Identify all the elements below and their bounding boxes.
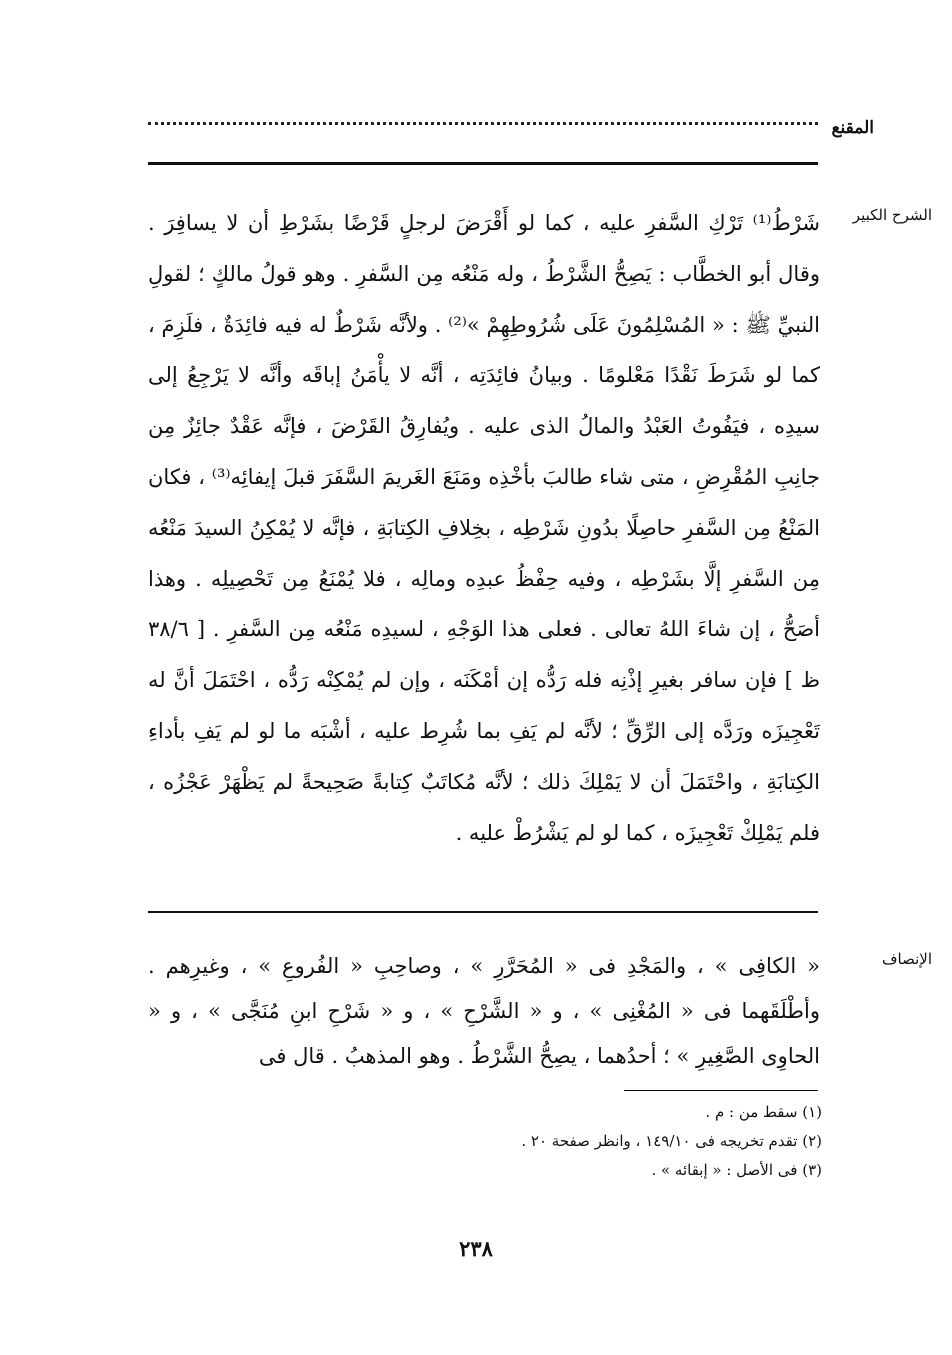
footnote-rule: [624, 1090, 818, 1091]
main-commentary-text: [148, 198, 820, 858]
main-paragraph: شَرْطُ⁽¹⁾ تَرْكِ السَّفرِ عليه ، كما لو أَقْرَضَ لرجلٍ قَرْضًا بشَرْطِ أن لا يسافِرَ . وقال أبو الخطَّاب : يَصِحُّ الشَّرْطُ ، وله مَنْعُه مِن السَّفرِ . وهو قولُ مالكٍ ؛ لقولِ النبيِّ ﷺ : « المُسْلِمُونَ عَلَى شُرُوطِهِمْ »⁽²⁾ . ولأنَّه شَرْطٌ له فيه فائِدَةٌ ، فلَزِمَ ، كما لو شَرَطَ نَقْدًا مَعْلومًا . وبيانُ فائِدَتِه ، أنَّه لا يأْمَنُ إباقَه وأنَّه لا يَرْجِعُ إلى سيدِه ، فيَفُوتُ العَبْدُ والمالُ الذى عليه . ويُفارِقُ القَرْضَ ، فإنَّه عَقْدٌ جائِزٌ مِن جانِبِ المُقْرِضِ ، متى شاء طالبَ بأخْذِه ومَنَعَ الغَريمَ السَّفَرَ قبلَ إيفائِه⁽³⁾ ، فكان المَنْعُ مِن السَّفرِ حاصِلًا بدُونِ شَرْطِه ، بخِلافِ الكِتابَةِ ، فإنَّه لا يُمْكِنُ السيدَ مَنْعُه مِن السَّفرِ إلَّا بشَرْطِه ، وفيه حِفْظُ عبدِه ومالِه ، فلا يُمْنَعُ مِن تَحْصِيلِه . وهذا أصَحُّ ، إن شاءَ اللهُ تعالى . فعلى هذا الوَجْهِ ، لسيدِه مَنْعُه مِن السَّفرِ . [ ٣٨/٦ ظ ] فإن سافر بغيرِ إذْنِه فله رَدُّه إن أمْكَنَه ، وإن لم يُمْكِنْه رَدُّه ، احْتَمَلَ أنَّ له تَعْجِيزَه ورَدَّه إلى الرِّقِّ ؛ لأنَّه لم يَفِ بما شُرِط عليه ، أشْبَه ما لو لم يَفِ بأداءِ الكِتابَةِ ، واحْتَمَلَ أن لا يَمْلِكَ ذلك ؛ لأنَّه مُكاتَبٌ كِتابةً صَحِيحةً لم يَظْهَرْ عَجْزُه ، فلم يَمْلِكْ تَعْجِيزَه ، كما لو لم يَشْرُطْ عليه .: [148, 211, 820, 845]
header-rule: [148, 162, 818, 165]
insaf-section-label: الإنصاف: [881, 950, 932, 968]
section-divider: [148, 911, 818, 913]
header-dotted-leader: [148, 122, 818, 125]
insaf-text: [148, 944, 820, 1079]
running-header-title: المقنع: [831, 118, 874, 138]
main-section-label: الشرح الكبير: [852, 206, 932, 224]
footnote: (١) سقط من : م .: [705, 1103, 822, 1121]
footnote: (٢) تقدم تخريجه فى ١٤٩/١٠ ، وانظر صفحة ٢٠ .: [521, 1132, 822, 1150]
footnote: (٣) فى الأصل : « إبقائه » .: [651, 1161, 822, 1179]
footnotes: [162, 1098, 822, 1185]
insaf-paragraph: « الكافِى » ، والمَجْدِ فى « المُحَرَّرِ » ، وصاحِبِ « الفُروعِ » ، وغيرِهم . وأطْلَقَهما فى « المُغْنِى » ، و « الشَّرْحِ » ، و « شَرْحِ ابنِ مُنَجَّى » ، و « الحاوِى الصَّغِيرِ » ؛ أحدُهما ، يصِحُّ الشَّرْطُ . وهو المذهبُ . قال فى: [148, 954, 820, 1068]
page-number: ٢٣٨: [459, 1236, 493, 1261]
